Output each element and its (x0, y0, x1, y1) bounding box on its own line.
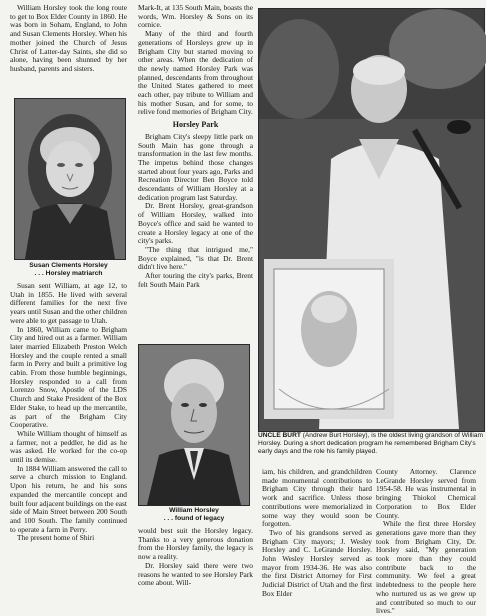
subheadline: Horsley Park (172, 120, 219, 130)
caption-uncle-burt (258, 432, 484, 455)
paragraph: In 1860, William came to Brigham City and hired out as a farmer. William later married Elizabeth Preston Welch Horsley and the couple rented a small farm in Perry and built a primitive log cabin. From those humble beginnings, Horsley responded to a call from Lorenzo Snow, Apostle of the LDS Church and Stake President of the Box Elder Stake, to head up the mercantile, as part of the Brigham City Cooperative. (10, 324, 127, 430)
paragraph: William Horsley took the long route to get to Box Elder County in 1860. He was born in Soham, England, to John and Susan Clements Horsley. When his mother joined the Church of Jesus Christ of Latter-day Saints, she did so alone, having been shunned by her husband, parents and sisters. (10, 3, 127, 73)
caption-subtitle: . . . found of legacy (163, 515, 225, 522)
paragraph: Dr. Brent Horsley, great-grandson of William Horsley, walked into Boyce's office and said he wanted to create a Horsley legacy at one of the city's parks. (138, 201, 253, 246)
paragraph: Susan sent William, at age 12, to Utah in 1855. He lived with several different families for the next five years until Susan and the other children were able to get passage to Utah. (10, 281, 127, 325)
paragraph: would best suit the Horsley legacy. Thanks to a very generous donation from the Horsley family, the legacy is now a reality. (138, 526, 253, 562)
caption-text: (Andrew Burt Horsley), is the oldest living grandson of William Horsley. During a short dedication program he remembered Brigham City's early days and the role his family played. (258, 432, 484, 455)
paragraph: While William thought of himself as a farmer, not a peddler, he did as he was asked. He worked for the co-op until its demise. (10, 428, 127, 465)
article-col1-top (10, 4, 127, 96)
article-col2-bottom (138, 527, 253, 599)
photo-uncle-burt (258, 8, 485, 432)
article-col4-bottom (376, 467, 476, 616)
paragraph: Two of his grandsons served as Brigham City mayors; J. Wesley Horsley and C. LeGrande Horsley. John Wesley Horsley served as mayor from 1934-36. He was also the first District Attorney for First Judicial District of Utah and the first Box Elder (262, 527, 372, 598)
photo-susan-horsley (14, 98, 126, 260)
paragraph: Many of the third and fourth generations of Horsleys grew up in Brigham City but started moving to other areas. When the dedication of the newly named Horsley Park was planned, descendants from throughout the United States gathered to meet each other, pay tribute to William and his mother Susan, and for some, to relive fond memories of Brigham City. (138, 29, 253, 117)
caption-name: William Horsley (169, 507, 219, 514)
caption-william (138, 507, 250, 523)
article-col3-bottom (262, 468, 372, 599)
paragraph: The present home of Shiri (17, 533, 95, 543)
paragraph: Brigham City's sleepy little park on South Main has gone through a transformation in the last few months. The impetus behind those changes started about four years ago, Parks and Recreation Director Ben Boyce told descendants of William Horsley at a dedication program last Saturday. (138, 131, 253, 202)
caption-subtitle: . . . Horsley matriarch (34, 270, 103, 277)
paragraph: County Attorney. Clarence LeGrande Horsley served from 1954-58. He was instrumental in bringing Thiokol Chemical Corporation to Box Elder County. (376, 467, 476, 520)
paragraph: "The thing that intrigued me," Boyce explained, "is that Dr. Brent didn't live here." (138, 244, 253, 272)
photo-william-horsley (138, 344, 250, 506)
paragraph: Mark-It, at 135 South Main, boasts the words, Wm. Horsley & Sons on its cornice. (138, 3, 253, 30)
article-col2 (138, 4, 253, 344)
paragraph: iam, his children, and grandchildren made monumental contributions to Brigham City through their hard work and sacrifice. Unless those contributions were memorialized in some way they would soon be forgotten. (262, 467, 372, 529)
caption-susan (10, 262, 127, 278)
caption-name: Susan Clements Horsley (29, 262, 108, 269)
article-col1-bottom (10, 282, 127, 598)
paragraph: In 1884 William answered the call to serve a church mission to England. Upon his return, he and his sons expanded the mercantile concept and built four adjacent buildings on the east side of Main Street between 200 South and 100 South. The family continued to operate a farm in Perry. (10, 463, 127, 534)
paragraph: While the first three Horsley generations gave more than they took from Brigham City, Dr. Horsley said, "My generation took more than they could contribute back to the community. We feel a great indebtedness to the people here who nurtured us as we grew up and contributed so much to our lives." (376, 519, 476, 616)
paragraph: After touring the city's parks, Brent felt South Main Park (138, 271, 253, 289)
paragraph: Dr. Horsley said there were two reasons he wanted to see Horsley Park come about. Will- (138, 560, 253, 588)
caption-name: UNCLE BURT (258, 432, 301, 439)
